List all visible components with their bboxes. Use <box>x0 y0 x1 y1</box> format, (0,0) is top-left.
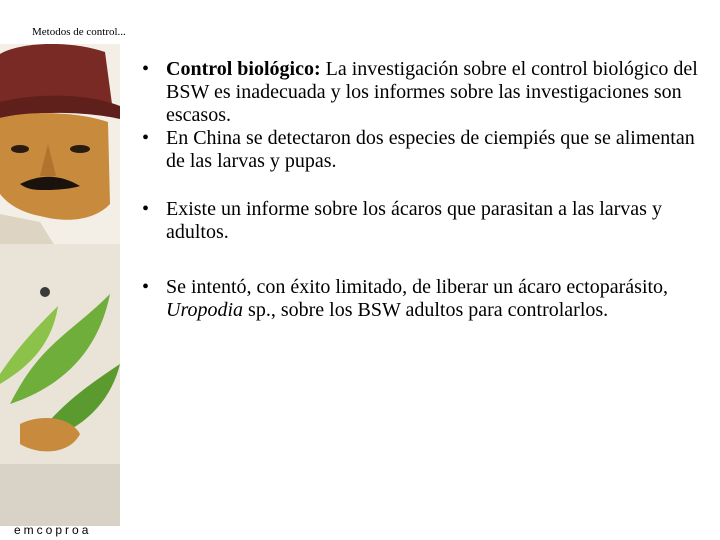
page-title: Metodos de control... <box>32 26 126 38</box>
bullet-text: sp., sobre los BSW adultos para controlarlos. <box>243 299 609 321</box>
bullet-item-china <box>140 127 700 173</box>
bullet-text: La investigación sobre el control biológico del BSW es inadecuada y los informes sobre las investigaciones son escasos. <box>166 58 698 126</box>
bullet-text: Se intentó, con éxito limitado, de liberar un ácaro ectoparásito, <box>166 276 669 298</box>
bullet-item-mites <box>140 198 700 244</box>
bullet-list <box>140 58 700 322</box>
bullet-heading: Control biológico: <box>166 58 321 80</box>
bullet-species-name: Uropodia <box>166 299 244 321</box>
bullet-item-biological-control <box>140 58 700 127</box>
bullet-text: En China se detectaron dos especies de ciempiés que se alimentan de las larvas y pupas. <box>166 127 695 172</box>
bullet-text: Existe un informe sobre los ácaros que parasitan a las larvas y adultos. <box>166 198 662 243</box>
farmer-illustration <box>0 44 120 526</box>
footer-brand: emcoproa <box>14 523 92 537</box>
bullet-item-uropodia <box>140 276 700 322</box>
